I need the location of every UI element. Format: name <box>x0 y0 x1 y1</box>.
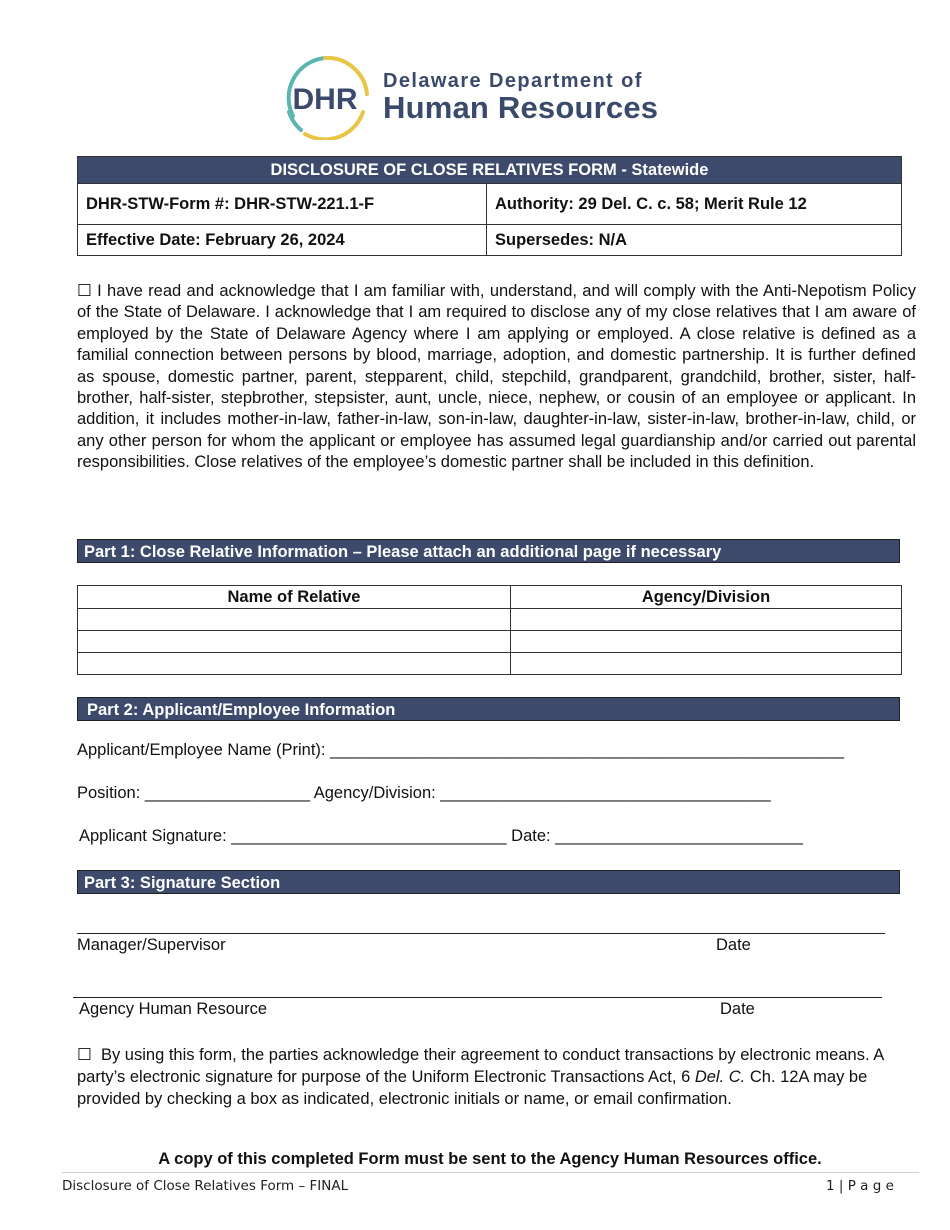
column-header-name: Name of Relative <box>78 586 511 609</box>
part3-heading: Part 3: Signature Section <box>77 870 900 894</box>
footer-divider <box>62 1172 919 1173</box>
part2-heading: Part 2: Applicant/Employee Information <box>77 697 900 721</box>
relative-name-cell[interactable] <box>78 653 511 675</box>
part1-heading: Part 1: Close Relative Information – Please attach an additional page if necessary <box>77 539 900 563</box>
acknowledgement-text: I have read and acknowledge that I am familiar with, understand, and will comply with the Anti-Nepotism Policy of the State of Delaware. I acknowledge that I am required to disclose any of my close relatives that I am aware of employed by the State of Delaware Agency where I am applying or employed. A close relative is defined as a familial connection between persons by blood, marriage, adoption, and domestic partnership. It is further defined as spouse, domestic partner, parent, stepparent, child, stepchild, grandparent, grandchild, brother, sister, half-brother, half-sister, stepbrother, stepsister, aunt, uncle, niece, nephew, or cousin of an employee or applicant. In addition, it includes mother-in-law, father-in-law, son-in-law, daughter-in-law, sister-in-law, brother-in-law, child, or any other person for whom the applicant or employee has assumed legal guardianship and/or carried out parental responsibilities. Close relatives of the employee’s domestic partner shall be included in this definition. <box>77 282 916 472</box>
table-row <box>78 653 902 675</box>
form-number: DHR-STW-Form #: DHR-STW-221.1-F <box>78 184 487 225</box>
logo-line-1: Delaware Department of <box>383 70 643 92</box>
applicant-signature-row <box>79 827 803 846</box>
electronic-text-2: Ch. 12A may be provided by checking a box as indicated, electronic initials or name, or email confirmation. <box>77 1068 868 1108</box>
applicant-signature-field[interactable]: ______________________________ <box>231 827 507 845</box>
position-label: Position: <box>77 784 145 802</box>
dhr-logo <box>275 54 695 140</box>
employee-name-label: Applicant/Employee Name (Print): <box>77 741 331 759</box>
form-title: DISCLOSURE OF CLOSE RELATIVES FORM - Statewide <box>78 157 902 184</box>
relative-agency-cell[interactable] <box>511 609 902 631</box>
employee-name-row <box>77 741 844 760</box>
employee-name-field[interactable]: ________________________________________________________ <box>330 741 844 759</box>
electronic-consent-paragraph <box>77 1044 913 1110</box>
hr-date-label: Date <box>720 1000 755 1018</box>
page-number: 1 | P a g e <box>826 1178 894 1194</box>
dhr-logo-mark <box>275 54 375 140</box>
effective-date: Effective Date: February 26, 2024 <box>78 225 487 256</box>
electronic-text-italic: Del. C. <box>694 1068 746 1086</box>
agency-division-label: Agency/Division: <box>310 784 441 802</box>
manager-signature-line[interactable] <box>77 933 885 934</box>
manager-label: Manager/Supervisor <box>77 936 226 954</box>
signature-date-label: Date: <box>506 827 556 845</box>
signature-date-field[interactable]: ___________________________ <box>555 827 803 845</box>
electronic-consent-checkbox[interactable]: ☐ <box>77 1046 92 1064</box>
acknowledgement-checkbox[interactable]: ☐ <box>77 282 92 300</box>
hr-label: Agency Human Resource <box>79 1000 268 1018</box>
supersedes: Supersedes: N/A <box>487 225 902 256</box>
column-header-agency: Agency/Division <box>511 586 902 609</box>
position-row <box>77 784 771 803</box>
relative-name-cell[interactable] <box>78 609 511 631</box>
relative-agency-cell[interactable] <box>511 653 902 675</box>
position-field[interactable]: __________________ <box>144 784 311 802</box>
notice-text: A copy of this completed Form must be sent to the Agency Human Resources office. <box>158 1150 822 1168</box>
manager-date-label: Date <box>716 936 751 954</box>
authority: Authority: 29 Del. C. c. 58; Merit Rule 12 <box>487 184 902 225</box>
agency-division-field[interactable]: ____________________________________ <box>440 784 771 802</box>
hr-signature-line[interactable] <box>73 997 882 998</box>
relative-agency-cell[interactable] <box>511 631 902 653</box>
electronic-text-1: By using this form, the parties acknowledge their agreement to conduct transactions by electronic means. A party’s electronic signature for purpose of the Uniform Electronic Transactions Act, 6 <box>77 1046 884 1086</box>
table-row <box>78 631 902 653</box>
relative-name-cell[interactable] <box>78 631 511 653</box>
table-row <box>78 609 902 631</box>
logo-mark-text: DHR <box>292 83 358 116</box>
relatives-table <box>77 585 902 675</box>
footer-left: Disclosure of Close Relatives Form – FINAL <box>62 1178 349 1194</box>
form-header-table <box>77 156 902 256</box>
applicant-signature-label: Applicant Signature: <box>79 827 232 845</box>
logo-line-2: Human Resources <box>383 90 659 125</box>
acknowledgement-paragraph <box>77 281 916 474</box>
